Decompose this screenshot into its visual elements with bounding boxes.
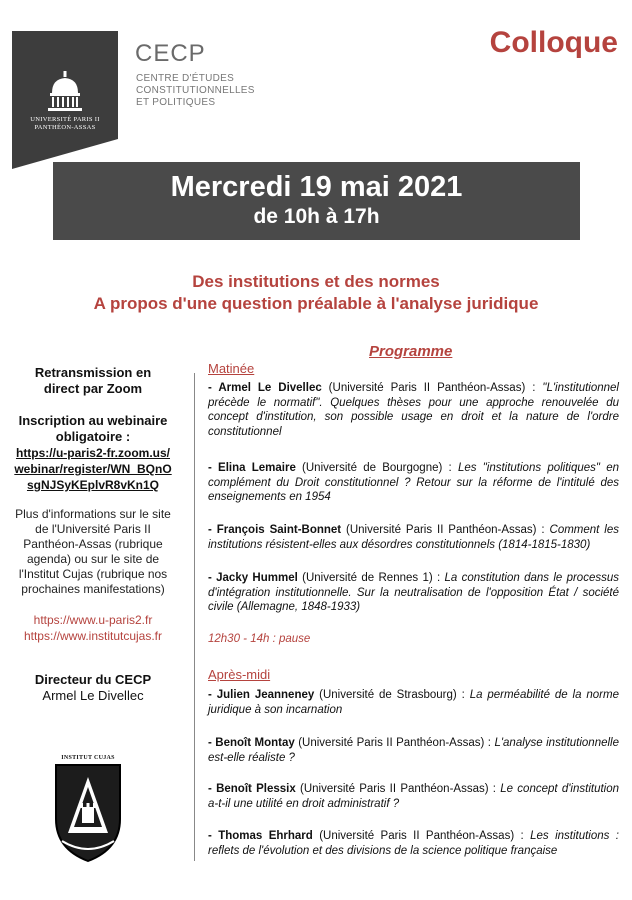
url-cujas-link[interactable]: https://www.institutcujas.fr	[23, 629, 163, 643]
cujas-shield-icon	[50, 761, 126, 865]
column-divider	[194, 373, 195, 861]
program-item: - Benoît Montay (Université Paris II Panthéon-Assas) : L'analyse institutionnelle est-elle réaliste ?	[208, 737, 619, 764]
program-item: - Julien Jeanneney (Université de Strasbourg) : La perméabilité de la norme juridique à son incarnation	[208, 689, 619, 716]
more-info-text: Plus d'informations sur le site de l'Université Paris II Panthéon-Assas (rubrique agenda) ou sur le site de l'Institut Cujas (rubrique nos prochaines manifestations)	[15, 507, 171, 596]
event-time: de 10h à 17h	[253, 205, 380, 228]
broadcast-notice: Retransmission en direct par Zoom	[34, 365, 152, 396]
morning-label: Matinée	[208, 361, 255, 376]
program-item: - Benoît Plessix (Université Paris II Panthéon-Assas) : Le concept d'institution a-t-il une utilité en droit administratif ?	[208, 783, 619, 810]
date-banner	[53, 162, 580, 240]
subject-line-2: A propos d'une question préalable à l'analyse juridique	[93, 294, 539, 313]
cecp-full-name: CENTRE D'ÉTUDES CONSTITUTIONNELLES ET POLITIQUES	[136, 73, 255, 108]
director-label: Directeur du CECP	[34, 672, 152, 687]
event-type-title: Colloque	[489, 26, 618, 59]
cecp-acronym: CECP	[135, 40, 206, 67]
program-item: - Armel Le Divellec (Université Paris II Panthéon-Assas) : "L'institutionnel précède le normatif". Quelques thèses pour une approche renouvelée du concept d'institution, son possible usage en droit et la nature de l'ordre constitutionnel	[208, 382, 619, 438]
program-item: - Jacky Hummel (Université de Rennes 1) : La constitution dans le processus d'intégration institutionnelle. Sur la neutralisation de l'opposition État / société civile (Allemagne, 1848-1933)	[208, 572, 619, 613]
university-logo	[12, 31, 118, 139]
event-subject	[0, 271, 632, 315]
zoom-registration-link[interactable]: https://u-paris2-fr.zoom.us/ webinar/register/WN_BQnO sgNJSyKEplvR8vKn1Q	[14, 446, 172, 492]
institut-cujas-crest	[50, 755, 126, 867]
pause-time: 12h30 - 14h : pause	[208, 633, 311, 645]
crest-text: INSTITUT CUJAS	[61, 755, 115, 761]
url-paris2-link[interactable]: https://www.u-paris2.fr	[33, 613, 153, 627]
program-item: - Elina Lemaire (Université de Bourgogne) : Les "institutions politiques" en complément du Droit constitutionnel ? Retour sur la réforme de l'intitulé des enseignements en 1954	[208, 462, 619, 503]
program-item: - Thomas Ehrhard (Université Paris II Panthéon-Assas) : Les institutions : reflets de l'évolution et des divisions de la science politique française	[208, 830, 619, 857]
afternoon-label: Après-midi	[208, 667, 271, 682]
subject-line-1: Des institutions et des normes	[192, 272, 440, 291]
pantheon-dome-icon	[46, 71, 84, 113]
program-item: - François Saint-Bonnet (Université Paris II Panthéon-Assas) : Comment les institutions résistent-elles aux désordres constitutionnels (1814-1815-1830)	[208, 524, 619, 551]
event-date: Mercredi 19 mai 2021	[170, 171, 463, 203]
left-sidebar	[8, 365, 178, 704]
registration-notice: Inscription au webinaire obligatoire :	[18, 413, 168, 444]
university-logo-text: UNIVERSITÉ PARIS II PANTHÉON-ASSAS	[30, 116, 100, 131]
director-name: Armel Le Divellec	[42, 688, 144, 703]
program-title: Programme	[369, 343, 453, 360]
